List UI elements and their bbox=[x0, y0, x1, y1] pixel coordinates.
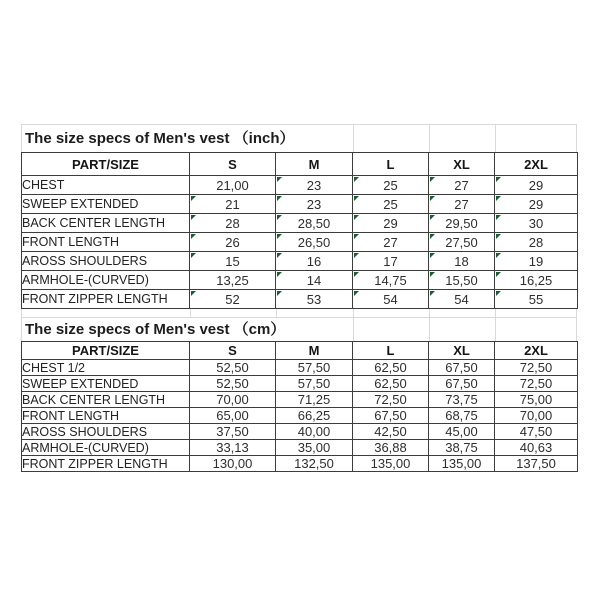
size-value-cell bbox=[353, 360, 429, 376]
cell-error-triangle-icon bbox=[496, 272, 501, 277]
cm-table-title: The size specs of Men's vest （cm） bbox=[25, 321, 286, 338]
size-value-cell bbox=[190, 360, 276, 376]
size-value: 26 bbox=[225, 234, 240, 250]
size-value-cell bbox=[276, 408, 353, 424]
size-value-cell bbox=[353, 424, 429, 440]
size-value-cell bbox=[429, 233, 495, 252]
cell-error-triangle-icon bbox=[354, 291, 359, 296]
part-name-cell: SWEEP EXTENDED bbox=[22, 376, 190, 392]
size-value: 29,50 bbox=[445, 215, 478, 231]
size-value-cell bbox=[495, 424, 578, 440]
size-value-cell bbox=[429, 360, 495, 376]
table-row bbox=[22, 376, 578, 392]
size-value-cell bbox=[353, 252, 429, 271]
size-value-cell bbox=[190, 290, 276, 309]
size-value: 35,00 bbox=[297, 440, 331, 455]
cell-error-triangle-icon bbox=[277, 291, 282, 296]
size-value: 13,25 bbox=[216, 272, 249, 288]
cm-header-row bbox=[22, 342, 578, 360]
size-value-cell bbox=[276, 290, 353, 309]
size-value: 37,50 bbox=[216, 424, 249, 439]
cell-error-triangle-icon bbox=[430, 234, 435, 239]
size-value: 14 bbox=[306, 272, 322, 288]
size-value-cell bbox=[429, 424, 495, 440]
cell-error-triangle-icon bbox=[277, 177, 282, 182]
column-header-m: M bbox=[276, 153, 353, 176]
size-value: 45,00 bbox=[445, 424, 478, 439]
column-header-m: M bbox=[276, 342, 353, 360]
size-value-cell bbox=[429, 271, 495, 290]
cell-error-triangle-icon bbox=[430, 253, 435, 258]
cell-error-triangle-icon bbox=[277, 196, 282, 201]
part-name-cell: ARMHOLE-(CURVED) bbox=[22, 440, 190, 456]
size-value-cell bbox=[429, 214, 495, 233]
table-row bbox=[22, 233, 578, 252]
cell-error-triangle-icon bbox=[277, 253, 282, 258]
size-value-cell bbox=[429, 392, 495, 408]
cell-error-triangle-icon bbox=[354, 253, 359, 258]
gridline bbox=[429, 318, 430, 341]
part-name-cell: SWEEP EXTENDED bbox=[22, 195, 190, 214]
cell-error-triangle-icon bbox=[277, 234, 282, 239]
cell-error-triangle-icon bbox=[354, 272, 359, 277]
cell-error-triangle-icon bbox=[191, 234, 196, 239]
size-value: 52 bbox=[225, 291, 240, 307]
size-value: 53 bbox=[306, 291, 322, 307]
size-value-cell bbox=[353, 408, 429, 424]
size-value: 25 bbox=[383, 177, 398, 193]
part-name-cell: FRONT ZIPPER LENGTH bbox=[22, 290, 190, 309]
size-value-cell bbox=[190, 271, 276, 290]
cell-error-triangle-icon bbox=[354, 196, 359, 201]
size-value-cell bbox=[190, 424, 276, 440]
table-row bbox=[22, 392, 578, 408]
table-row bbox=[22, 214, 578, 233]
size-value: 65,00 bbox=[216, 408, 249, 423]
column-header-s: S bbox=[190, 342, 276, 360]
size-value: 72,50 bbox=[519, 376, 553, 391]
gridline bbox=[276, 309, 277, 317]
gridline bbox=[429, 309, 430, 317]
table-row bbox=[22, 360, 578, 376]
size-value-cell bbox=[276, 360, 353, 376]
size-value: 19 bbox=[528, 253, 544, 269]
size-value: 14,75 bbox=[374, 272, 407, 288]
column-header-part-size: PART/SIZE bbox=[22, 153, 190, 176]
column-header-l: L bbox=[353, 153, 429, 176]
inch-table-section bbox=[21, 124, 577, 309]
size-value: 23 bbox=[306, 177, 322, 193]
cell-error-triangle-icon bbox=[430, 177, 435, 182]
part-name-cell: CHEST bbox=[22, 176, 190, 195]
size-value-cell bbox=[276, 271, 353, 290]
column-header-2xl: 2XL bbox=[495, 342, 578, 360]
size-value: 18 bbox=[454, 253, 469, 269]
size-value-cell bbox=[276, 176, 353, 195]
column-header-xl: XL bbox=[429, 153, 495, 176]
size-value: 72,50 bbox=[519, 360, 553, 375]
size-value: 42,50 bbox=[374, 424, 407, 439]
size-value-cell bbox=[276, 233, 353, 252]
size-value: 54 bbox=[454, 291, 469, 307]
size-value-cell bbox=[495, 456, 578, 472]
size-value-cell bbox=[353, 271, 429, 290]
size-value-cell bbox=[276, 392, 353, 408]
column-header-xl: XL bbox=[429, 342, 495, 360]
gridline bbox=[190, 309, 191, 317]
size-value: 67,50 bbox=[374, 408, 407, 423]
cell-error-triangle-icon bbox=[496, 196, 501, 201]
size-value-cell bbox=[276, 376, 353, 392]
column-header-s: S bbox=[190, 153, 276, 176]
size-value-cell bbox=[495, 252, 578, 271]
size-value-cell bbox=[429, 376, 495, 392]
inch-table-title: The size specs of Men's vest （inch） bbox=[25, 130, 295, 147]
size-value: 27 bbox=[454, 196, 469, 212]
size-value-cell bbox=[429, 456, 495, 472]
size-value-cell bbox=[353, 195, 429, 214]
size-value-cell bbox=[190, 456, 276, 472]
cell-error-triangle-icon bbox=[191, 291, 196, 296]
size-value: 29 bbox=[383, 215, 398, 231]
size-value: 33,13 bbox=[216, 440, 249, 455]
size-value-cell bbox=[495, 392, 578, 408]
table-row bbox=[22, 440, 578, 456]
cm-table-title-row bbox=[21, 317, 577, 341]
size-value-cell bbox=[495, 440, 578, 456]
size-value-cell bbox=[353, 290, 429, 309]
size-value-cell bbox=[495, 408, 578, 424]
size-value: 66,25 bbox=[297, 408, 331, 423]
spec-content bbox=[21, 124, 577, 472]
part-name-cell: FRONT LENGTH bbox=[22, 408, 190, 424]
size-value-cell bbox=[495, 271, 578, 290]
cell-error-triangle-icon bbox=[354, 234, 359, 239]
size-value-cell bbox=[429, 176, 495, 195]
size-value: 28 bbox=[225, 215, 240, 231]
size-value-cell bbox=[276, 440, 353, 456]
cell-error-triangle-icon bbox=[496, 177, 501, 182]
column-header-2xl: 2XL bbox=[495, 153, 578, 176]
column-header-part-size: PART/SIZE bbox=[22, 342, 190, 360]
size-value: 21 bbox=[225, 196, 240, 212]
cell-error-triangle-icon bbox=[277, 215, 282, 220]
cell-error-triangle-icon bbox=[430, 215, 435, 220]
gridline bbox=[429, 125, 430, 152]
size-value: 67,50 bbox=[445, 376, 478, 391]
cell-error-triangle-icon bbox=[191, 253, 196, 258]
cell-error-triangle-icon bbox=[496, 234, 501, 239]
size-value-cell bbox=[429, 195, 495, 214]
size-value-cell bbox=[190, 392, 276, 408]
size-value: 70,00 bbox=[519, 408, 553, 423]
gridline bbox=[353, 125, 354, 152]
cm-size-table bbox=[21, 341, 578, 472]
table-row bbox=[22, 408, 578, 424]
size-value-cell bbox=[353, 440, 429, 456]
size-value-cell bbox=[495, 376, 578, 392]
size-value-cell bbox=[353, 233, 429, 252]
cell-error-triangle-icon bbox=[430, 196, 435, 201]
cell-error-triangle-icon bbox=[277, 272, 282, 277]
size-value: 62,50 bbox=[374, 360, 407, 375]
table-row bbox=[22, 252, 578, 271]
part-name-cell: ARMHOLE-(CURVED) bbox=[22, 271, 190, 290]
size-value-cell bbox=[495, 214, 578, 233]
size-value: 28 bbox=[528, 234, 544, 250]
part-name-cell: BACK CENTER LENGTH bbox=[22, 392, 190, 408]
table-row bbox=[22, 195, 578, 214]
size-value-cell bbox=[190, 176, 276, 195]
size-value: 25 bbox=[383, 196, 398, 212]
size-value-cell bbox=[190, 376, 276, 392]
size-value-cell bbox=[353, 176, 429, 195]
gridline bbox=[495, 125, 496, 152]
gridline bbox=[495, 318, 496, 341]
gridline bbox=[353, 309, 354, 317]
size-value: 15,50 bbox=[445, 272, 478, 288]
inch-table-title-row bbox=[21, 124, 577, 152]
size-value: 21,00 bbox=[216, 177, 249, 193]
size-value: 55 bbox=[528, 291, 544, 307]
inch-size-table bbox=[21, 152, 578, 309]
size-value-cell bbox=[429, 290, 495, 309]
size-value-cell bbox=[276, 214, 353, 233]
size-value: 27,50 bbox=[445, 234, 478, 250]
size-value-cell bbox=[495, 176, 578, 195]
size-value-cell bbox=[276, 456, 353, 472]
part-name-cell: FRONT ZIPPER LENGTH bbox=[22, 456, 190, 472]
gridline bbox=[353, 318, 354, 341]
size-value-cell bbox=[353, 456, 429, 472]
part-name-cell: CHEST 1/2 bbox=[22, 360, 190, 376]
table-row bbox=[22, 424, 578, 440]
table-row bbox=[22, 290, 578, 309]
column-header-l: L bbox=[353, 342, 429, 360]
size-value: 16,25 bbox=[519, 272, 553, 288]
size-value: 38,75 bbox=[445, 440, 478, 455]
cell-error-triangle-icon bbox=[496, 291, 501, 296]
size-value-cell bbox=[353, 392, 429, 408]
size-value-cell bbox=[190, 195, 276, 214]
cell-error-triangle-icon bbox=[496, 253, 501, 258]
size-value: 28,50 bbox=[297, 215, 331, 231]
size-value: 132,50 bbox=[294, 456, 334, 471]
size-value-cell bbox=[495, 195, 578, 214]
size-value-cell bbox=[495, 360, 578, 376]
table-row bbox=[22, 176, 578, 195]
size-value: 73,75 bbox=[445, 392, 478, 407]
part-name-cell: AROSS SHOULDERS bbox=[22, 252, 190, 271]
size-value: 62,50 bbox=[374, 376, 407, 391]
cell-error-triangle-icon bbox=[430, 291, 435, 296]
part-name-cell: BACK CENTER LENGTH bbox=[22, 214, 190, 233]
size-value: 57,50 bbox=[297, 360, 331, 375]
size-value-cell bbox=[353, 214, 429, 233]
size-value: 23 bbox=[306, 196, 322, 212]
size-value: 52,50 bbox=[216, 360, 249, 375]
size-value: 26,50 bbox=[297, 234, 331, 250]
size-value: 52,50 bbox=[216, 376, 249, 391]
part-name-cell: FRONT LENGTH bbox=[22, 233, 190, 252]
size-value-cell bbox=[429, 440, 495, 456]
size-value: 15 bbox=[225, 253, 240, 269]
cell-error-triangle-icon bbox=[496, 215, 501, 220]
cell-error-triangle-icon bbox=[430, 272, 435, 277]
table-row bbox=[22, 271, 578, 290]
size-value-cell bbox=[190, 214, 276, 233]
size-value: 40,00 bbox=[297, 424, 331, 439]
size-value: 47,50 bbox=[519, 424, 553, 439]
size-value-cell bbox=[190, 408, 276, 424]
size-value-cell bbox=[190, 233, 276, 252]
size-value: 29 bbox=[528, 196, 544, 212]
size-value: 70,00 bbox=[216, 392, 249, 407]
size-value-cell bbox=[429, 252, 495, 271]
size-value-cell bbox=[276, 424, 353, 440]
cell-error-triangle-icon bbox=[191, 215, 196, 220]
size-value: 57,50 bbox=[297, 376, 331, 391]
size-value: 71,25 bbox=[297, 392, 331, 407]
gridline bbox=[495, 309, 496, 317]
cell-error-triangle-icon bbox=[354, 215, 359, 220]
size-value: 68,75 bbox=[445, 408, 478, 423]
spreadsheet-gap-row bbox=[21, 309, 577, 317]
table-row bbox=[22, 456, 578, 472]
size-value-cell bbox=[190, 252, 276, 271]
size-value-cell bbox=[276, 195, 353, 214]
size-value: 137,50 bbox=[516, 456, 556, 471]
part-name-cell: AROSS SHOULDERS bbox=[22, 424, 190, 440]
size-value: 30 bbox=[528, 215, 544, 231]
size-value-cell bbox=[353, 376, 429, 392]
size-value: 40,63 bbox=[519, 440, 553, 455]
size-value: 130,00 bbox=[212, 456, 253, 471]
size-value: 17 bbox=[383, 253, 398, 269]
size-value-cell bbox=[429, 408, 495, 424]
size-value: 135,00 bbox=[441, 456, 482, 471]
size-value: 36,88 bbox=[374, 440, 407, 455]
size-value-cell bbox=[495, 290, 578, 309]
size-value: 135,00 bbox=[370, 456, 411, 471]
cell-error-triangle-icon bbox=[191, 196, 196, 201]
size-value: 54 bbox=[383, 291, 398, 307]
size-value: 29 bbox=[528, 177, 544, 193]
size-value: 16 bbox=[306, 253, 322, 269]
size-value-cell bbox=[190, 440, 276, 456]
inch-header-row bbox=[22, 153, 578, 176]
cm-table-section bbox=[21, 317, 577, 472]
size-value: 27 bbox=[383, 234, 398, 250]
size-value: 72,50 bbox=[374, 392, 407, 407]
size-value: 27 bbox=[454, 177, 469, 193]
cell-error-triangle-icon bbox=[354, 177, 359, 182]
size-value: 67,50 bbox=[445, 360, 478, 375]
size-value-cell bbox=[495, 233, 578, 252]
size-value: 75,00 bbox=[519, 392, 553, 407]
size-value-cell bbox=[276, 252, 353, 271]
